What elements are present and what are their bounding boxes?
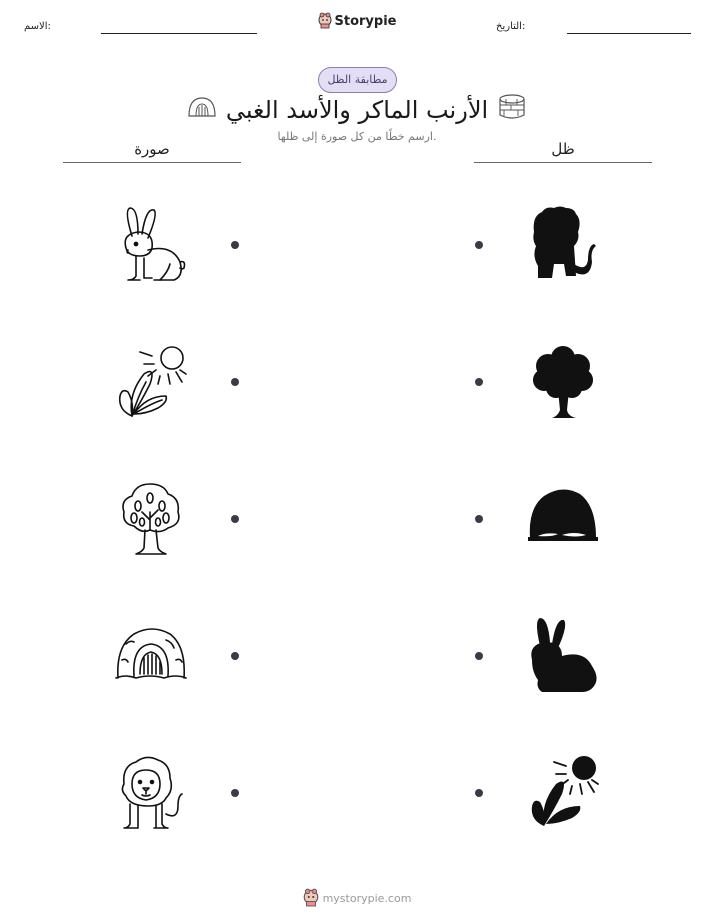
tree-silhouette-icon: [532, 344, 594, 418]
picture-column-rule: [63, 162, 241, 163]
name-label: الاسم:: [24, 21, 51, 32]
shadow-dot-4[interactable]: [475, 652, 483, 660]
picture-dot-4[interactable]: [231, 652, 239, 660]
storypie-logo-icon: [318, 12, 332, 28]
shadow-dot-3[interactable]: [475, 515, 483, 523]
picture-dot-3[interactable]: [231, 515, 239, 523]
date-label: التاريخ:: [496, 21, 526, 32]
cave-silhouette-icon: [528, 488, 598, 544]
tree-icon: [120, 482, 182, 556]
footer: [0, 888, 714, 906]
rabbit-silhouette-icon: [528, 616, 598, 694]
shadow-dot-1[interactable]: [475, 241, 483, 249]
picture-dot-5[interactable]: [231, 789, 239, 797]
rabbit-icon: [114, 206, 188, 284]
date-line[interactable]: [567, 33, 691, 34]
lion-silhouette-icon: [530, 206, 596, 284]
cave-icon-picture: [116, 626, 186, 682]
sun-leaves-silhouette-icon: [526, 754, 598, 830]
storypie-logo-icon: [303, 888, 319, 906]
lion-icon: [118, 756, 184, 830]
shadow-dot-2[interactable]: [475, 378, 483, 386]
picture-dot-2[interactable]: [231, 378, 239, 386]
instructions: ارسم خطًا من كل صورة إلى ظلها.: [277, 130, 437, 143]
shadow-column-rule: [474, 162, 652, 163]
picture-dot-1[interactable]: [231, 241, 239, 249]
picture-column-heading: صورة: [134, 140, 170, 158]
shadow-column-heading: ظل: [551, 140, 575, 158]
brand: [0, 12, 714, 29]
shadow-dot-5[interactable]: [475, 789, 483, 797]
footer-url[interactable]: mystorypie.com: [322, 892, 412, 905]
activity-badge: مطابقة الظل: [318, 67, 397, 93]
sun-leaves-icon: [114, 344, 188, 420]
worksheet-title: الأرنب الماكر والأسد الغبي: [225, 96, 489, 124]
well-icon: [497, 94, 527, 120]
name-line[interactable]: [101, 33, 257, 34]
brand-name: Storypie: [334, 14, 397, 29]
